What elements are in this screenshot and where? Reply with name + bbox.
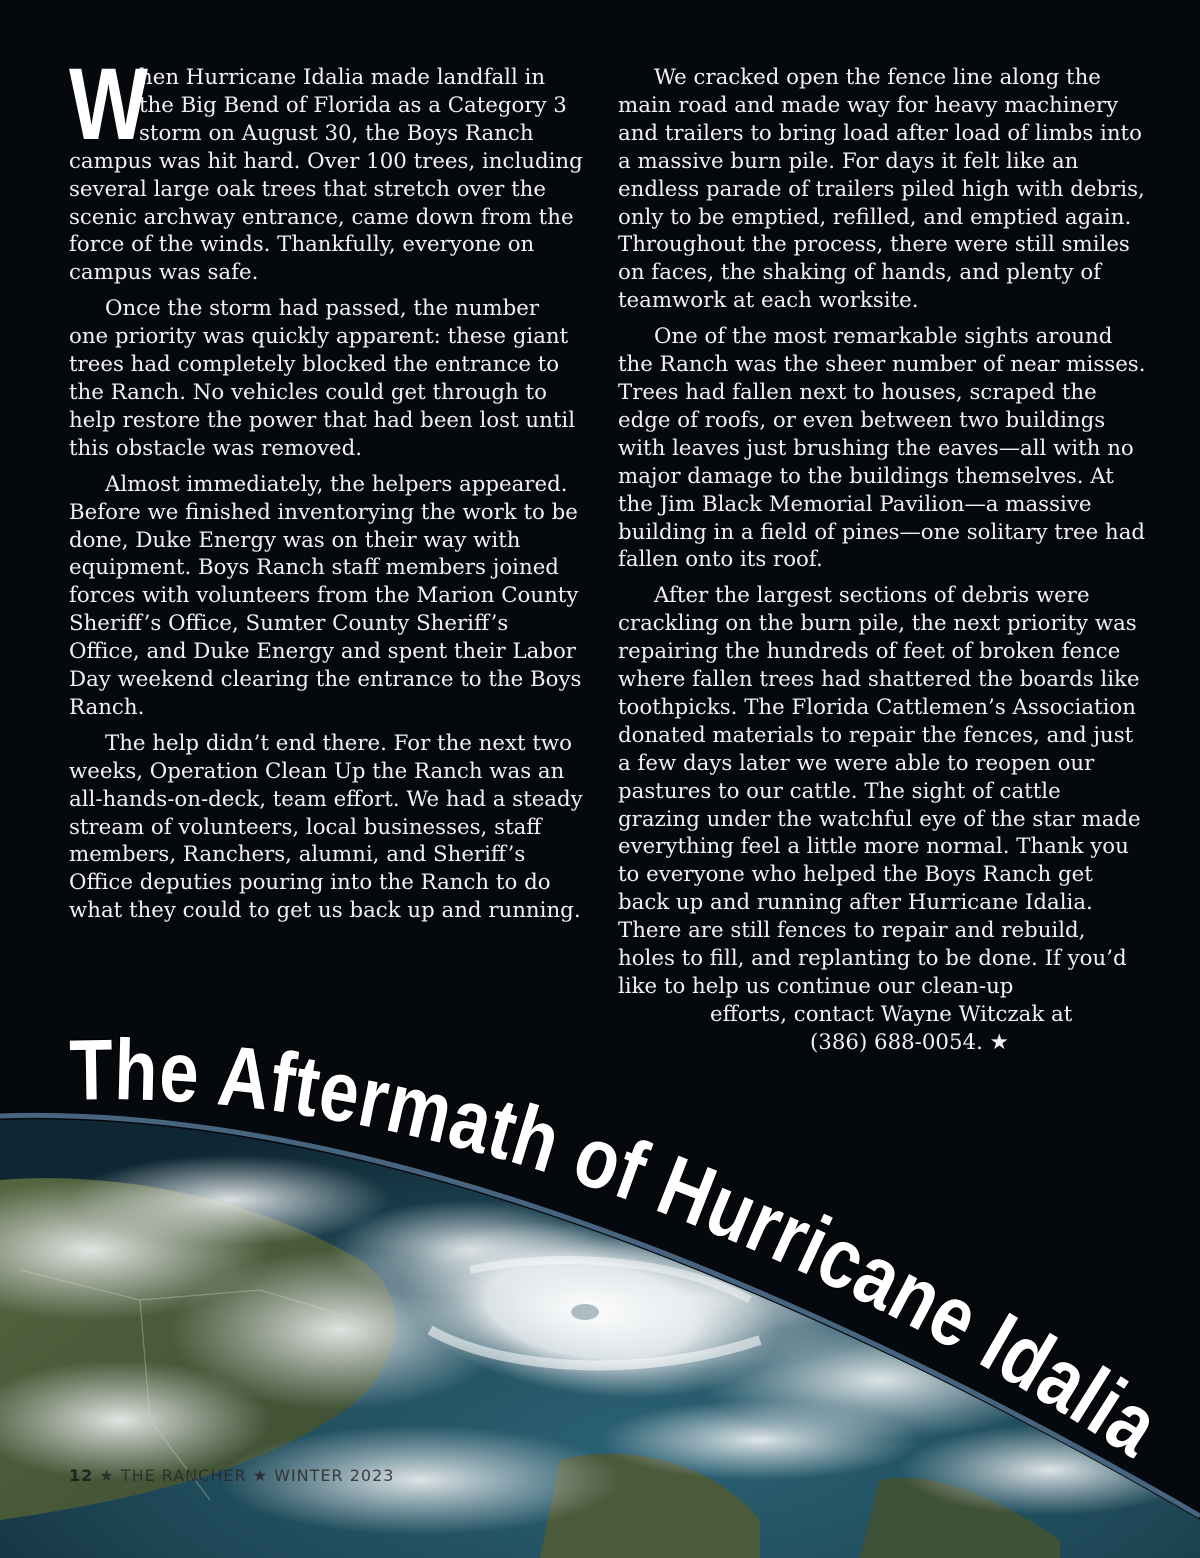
article-paragraph: The help didn’t end there. For the next two weeks, Operation Clean Up the Ranch was an all-hands-on-deck, team effort. We had a steady stream of volunteers, local businesses, staff members, Ranchers, alumni, and Sheriff’s Office deputies pouring into the Ranch to do what they could to get us back up and running. xyxy=(69,730,583,924)
article-column-left xyxy=(69,47,584,933)
article-paragraph: We cracked open the fence line along the main road and made way for heavy machinery and trailers to bring load after load of limbs into a massive burn pile. For days it felt like an endless parade of trailers piled high with debris, only to be emptied, refilled, and emptied again. Throughout the process, there were still smiles on faces, the shaking of hands, and plenty of teamwork at each worksite. xyxy=(618,65,1145,314)
article-paragraph: Almost immediately, the helpers appeared. Before we finished inventorying the work to be done, Duke Energy was on their way with equipment. Boys Ranch staff members joined forces with volunteers from the Marion County Sheriff’s Office, Sumter County Sheriff’s Office, and Duke Energy and spent their Labor Day weekend clearing the entrance to the Boys Ranch. xyxy=(69,471,582,720)
article-paragraph xyxy=(618,582,1146,1001)
contact-line: efforts, contact Wayne Witczak at xyxy=(710,1001,1073,1027)
article-paragraph: One of the most remarkable sights around the Ranch was the sheer number of near misses. Trees had fallen next to houses, scraped the edge of roofs, or even between two buildings with leaves just brushing the eaves—all with no major damage to the buildings themselves. At the Jim Black Memorial Pavilion—a massive building in a field of pines—one solitary tree had fallen onto its roof. xyxy=(618,324,1146,573)
page-number: 12 xyxy=(69,1466,94,1485)
publication-info: ★ THE RANCHER ★ WINTER 2023 xyxy=(99,1466,395,1485)
page-footer xyxy=(69,1466,394,1485)
article-paragraph xyxy=(69,47,584,287)
paragraph-text: hen Hurricane Idalia made landfall in the Big Bend of Florida as a Category 3 storm on August 30, the Boys Ranch campus was hit hard. Over 100 trees, including several large oak trees that stretch over the scenic archway entrance, came down from the force of the winds. Thankfully, everyone on campus was safe. xyxy=(69,65,583,286)
article-paragraph: Once the storm had passed, the number one priority was quickly apparent: these giant trees had completely blocked the entrance to the Ranch. No vehicles could get through to help restore the power that had been lost until this obstacle was removed. xyxy=(69,296,576,461)
drop-cap: W xyxy=(69,47,148,161)
phone-line: (386) 688-0054. ★ xyxy=(810,1029,1009,1055)
headline-textpath: The Aftermath of Hurricane Idalia xyxy=(68,1021,1184,1480)
paragraph-text: After the largest sections of debris were crackling on the burn pile, the next priority was repairing the hundreds of feet of broken fence where fallen trees had shattered the boards like toothpicks. The Florida Cattlemen’s Association donated materials to repair the fences, and just a few days later we were able to reopen our pastures to our cattle. The sight of cattle grazing under the watchful eye of the star made everything feel a little more normal. Thank you to everyone who helped the Boys Ranch get back up and running after Hurricane Idalia. There are still fences to repair and rebuild, holes to fill, and replanting to be done. If you’d like to help us continue our clean-up xyxy=(618,583,1141,999)
article-column-right xyxy=(618,64,1146,1057)
